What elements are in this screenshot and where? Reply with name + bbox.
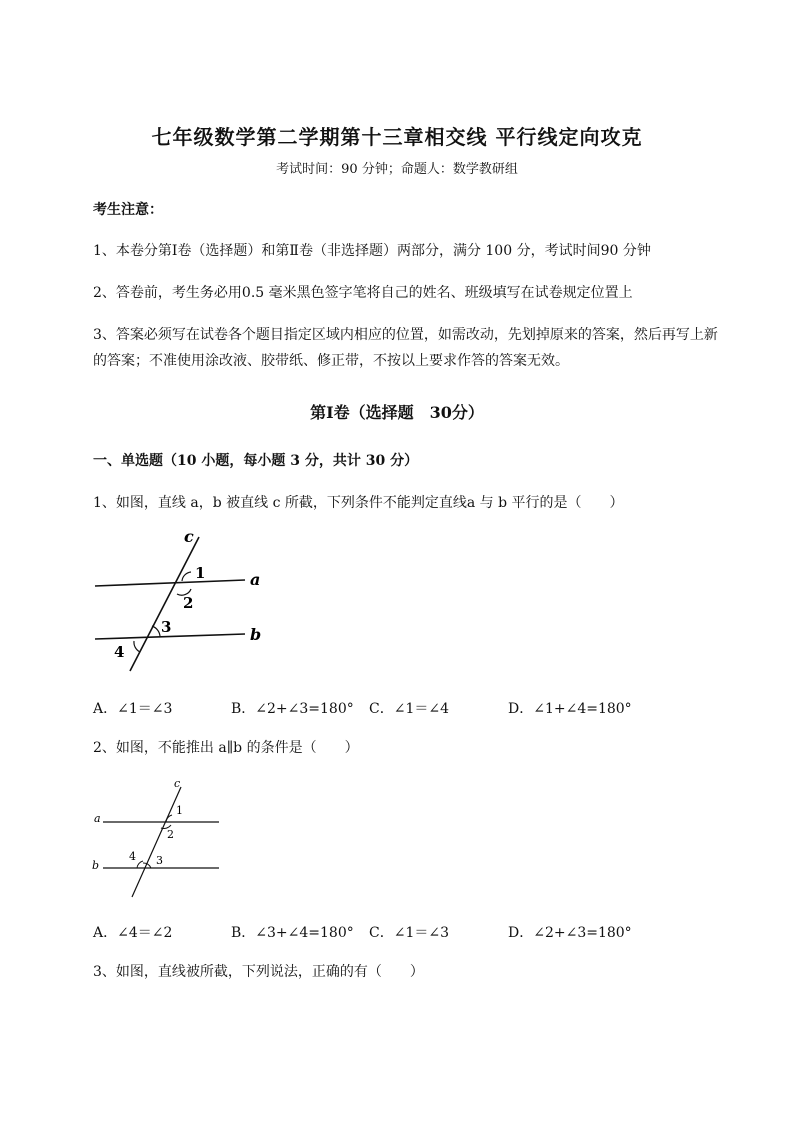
angle-3-arc: [143, 863, 151, 868]
question-3-stem: 3、如图，直线被所截，下列说法，正确的有（ ）: [93, 964, 424, 980]
question-2-option-a: A．∠4＝∠2: [93, 925, 173, 941]
part-title: 一、单选题（10 小题，每小题 3 分，共计 30 分）: [93, 453, 419, 469]
angle-4-arc: [134, 641, 140, 652]
label-a: a: [250, 570, 261, 589]
angle-1-arc: [166, 815, 172, 822]
question-2-option-c: C．∠1＝∠3: [369, 925, 449, 941]
notice-item-3-continued: 的答案；不准使用涂改液、胶带纸、修正带，不按以上要求作答的答案无效。: [93, 353, 569, 369]
question-2-option-d: D．∠2+∠3=180°: [508, 925, 632, 941]
question-2-stem: 2、如图，不能推出 a∥b 的条件是（ ）: [93, 740, 359, 756]
notice-item-1: 1、本卷分第Ⅰ卷（选择题）和第Ⅱ卷（非选择题）两部分，满分 100 分，考试时间90 分钟: [93, 243, 651, 259]
label-c: c: [174, 777, 181, 790]
notice-item-2: 2、答卷前，考生务必用0.5 毫米黑色签字笔将自己的姓名、班级填写在试卷规定位置上: [93, 285, 633, 301]
label-b: b: [92, 859, 100, 872]
question-1-option-c: C．∠1＝∠4: [369, 701, 449, 717]
angle-1-arc: [182, 572, 191, 581]
label-angle-1: 1: [195, 564, 206, 582]
label-c: c: [184, 527, 194, 546]
question-2-figure: [85, 772, 230, 900]
question-1-option-d: D．∠1+∠4=180°: [508, 701, 632, 717]
label-angle-3: 3: [156, 854, 163, 867]
label-angle-2: 2: [183, 594, 194, 612]
label-b: b: [250, 625, 262, 644]
notice-heading: 考生注意：: [93, 202, 163, 218]
line-c: [132, 787, 181, 897]
label-angle-1: 1: [176, 804, 183, 817]
label-angle-4: 4: [129, 850, 136, 863]
question-2-option-b: B．∠3+∠4=180°: [231, 925, 354, 941]
angle-4-arc: [137, 861, 143, 868]
label-angle-4: 4: [114, 643, 125, 661]
section-title: 第Ⅰ卷（选择题 30分）: [310, 403, 484, 422]
page-title: 七年级数学第二学期第十三章相交线 平行线定向攻克: [151, 125, 643, 149]
question-1-stem: 1、如图，直线 a，b 被直线 c 所截，下列条件不能判定直线a 与 b 平行的是（ ）: [93, 495, 624, 511]
question-1-option-a: A．∠1＝∠3: [93, 701, 173, 717]
exam-subtitle: 考试时间：90 分钟；命题人：数学教研组: [276, 162, 518, 177]
label-a: a: [94, 812, 101, 825]
question-1-figure: [85, 525, 275, 675]
line-a: [95, 580, 245, 586]
label-angle-2: 2: [167, 828, 174, 841]
notice-item-3: 3、答案必须写在试卷各个题目指定区域内相应的位置，如需改动，先划掉原来的答案，然后再写上新: [93, 327, 718, 343]
label-angle-3: 3: [161, 618, 172, 636]
question-1-option-b: B．∠2+∠3=180°: [231, 701, 354, 717]
